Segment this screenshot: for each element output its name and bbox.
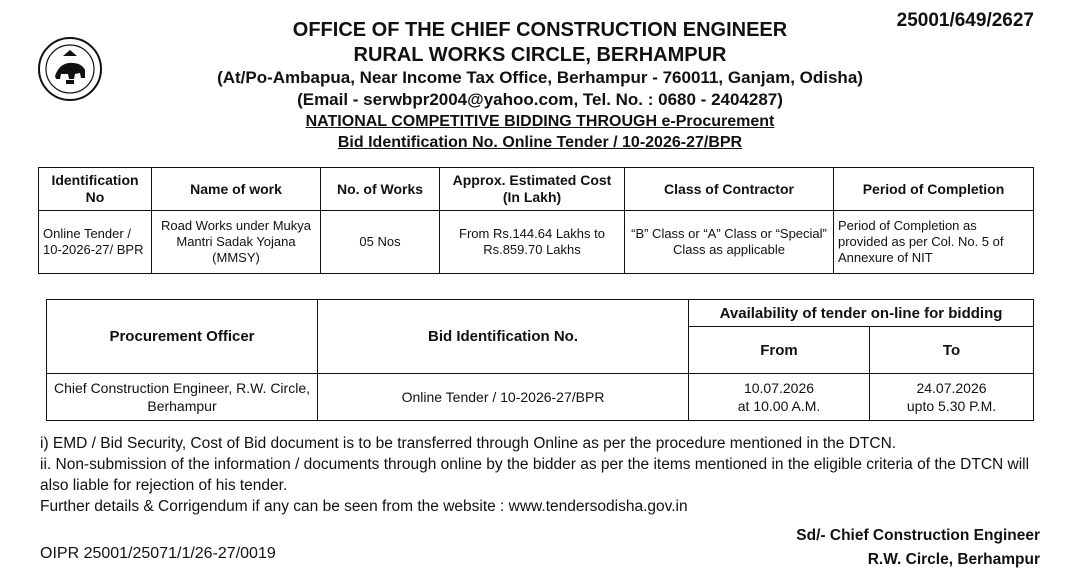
col-procurement-officer: Procurement Officer [47, 300, 318, 374]
col-identification: Identification No [39, 168, 152, 211]
col-from: From [689, 327, 870, 374]
office-title: OFFICE OF THE CHIEF CONSTRUCTION ENGINEER [292, 19, 788, 41]
note-website: Further details & Corrigendum if any can be seen from the website : www.tendersodisha.gov.in [40, 498, 688, 515]
from-time: at 10.00 A.M. [737, 398, 821, 414]
cell-period-of-completion: Period of Completion as provided as per Col. No. 5 of Annexure of NIT [834, 211, 1034, 274]
col-no-of-works: No. of Works [321, 168, 440, 211]
cell-no-of-works: 05 Nos [321, 211, 440, 274]
table-row [47, 374, 1034, 421]
office-header [120, 18, 960, 153]
signature-line-2: R.W. Circle, Berhampur [867, 551, 1040, 568]
col-estimated-cost: Approx. Estimated Cost (In Lakh) [440, 168, 625, 211]
cell-identification: Online Tender / 10-2026-27/ BPR [39, 211, 152, 274]
bid-identification-title: Bid Identification No. Online Tender / 10-2026-27/BPR [337, 134, 743, 151]
col-class-of-contractor: Class of Contractor [625, 168, 834, 211]
odisha-emblem-icon [37, 36, 103, 102]
availability-table [46, 299, 1034, 421]
signature-line-1: Sd/- Chief Construction Engineer [796, 527, 1040, 544]
to-time: upto 5.30 P.M. [906, 398, 997, 414]
cell-name-of-work: Road Works under Mukya Mantri Sadak Yojana (MMSY) [152, 211, 321, 274]
table-row [39, 211, 1034, 274]
cell-bid-identification: Online Tender / 10-2026-27/BPR [318, 374, 689, 421]
from-date: 10.07.2026 [743, 380, 815, 396]
circle-title: RURAL WORKS CIRCLE, BERHAMPUR [353, 44, 727, 66]
office-address: (At/Po-Ambapua, Near Income Tax Office, Berhampur - 760011, Ganjam, Odisha) [217, 68, 863, 87]
reference-number: 25001/649/2627 [896, 10, 1034, 31]
col-period-of-completion: Period of Completion [834, 168, 1034, 211]
bidding-title: NATIONAL COMPETITIVE BIDDING THROUGH e-Procurement [305, 113, 775, 130]
table-header-row [39, 168, 1034, 211]
cell-procurement-officer: Chief Construction Engineer, R.W. Circle, Berhampur [47, 374, 318, 421]
table-header-row [47, 300, 1034, 327]
note-non-submission: ii. Non-submission of the information / documents through online by the bidder as per the items mentioned in the eligible criteria of the DTCN will also liable for rejection of his tender. [40, 456, 1030, 494]
tender-details-table [38, 167, 1034, 274]
oipr-number: OIPR 25001/25071/1/26-27/0019 [40, 545, 276, 562]
notes-section [40, 433, 1050, 517]
office-contact: (Email - serwbpr2004@yahoo.com, Tel. No. : 0680 - 2404287) [297, 90, 783, 109]
cell-estimated-cost: From Rs.144.64 Lakhs to Rs.859.70 Lakhs [440, 211, 625, 274]
col-name-of-work: Name of work [152, 168, 321, 211]
col-bid-identification: Bid Identification No. [318, 300, 689, 374]
cell-class-of-contractor: “B” Class or “A” Class or “Special” Class as applicable [625, 211, 834, 274]
note-emd: i) EMD / Bid Security, Cost of Bid document is to be transferred through Online as per the procedure mentioned in the DTCN. [40, 435, 897, 452]
col-availability: Availability of tender on-line for bidding [689, 300, 1034, 327]
signature-block [796, 524, 1040, 572]
to-date: 24.07.2026 [916, 380, 987, 396]
cell-to [870, 374, 1034, 421]
col-to: To [870, 327, 1034, 374]
cell-from [689, 374, 870, 421]
